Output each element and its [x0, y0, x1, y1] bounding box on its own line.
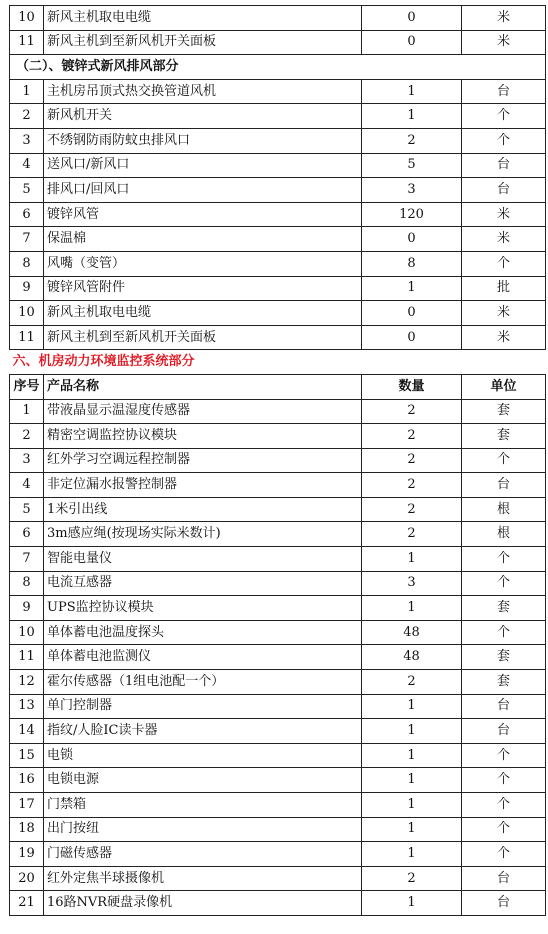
- row-number: 10: [10, 6, 44, 31]
- table-row: [10, 571, 546, 596]
- product-name: 不绣钢防雨防蚊虫排风口: [44, 128, 362, 153]
- row-number: 3: [10, 448, 44, 473]
- table-row: [10, 325, 546, 350]
- quantity: 1: [362, 817, 462, 842]
- table-row: [10, 30, 546, 55]
- table-row: [10, 227, 546, 252]
- quantity: 2: [362, 128, 462, 153]
- quantity: 3: [362, 178, 462, 203]
- quantity: 2: [362, 497, 462, 522]
- table-row: [10, 424, 546, 449]
- row-number: 18: [10, 817, 44, 842]
- row-number: 2: [10, 424, 44, 449]
- product-name: 出门按纽: [44, 817, 362, 842]
- table-row: [10, 497, 546, 522]
- product-name: 智能电量仪: [44, 547, 362, 572]
- equipment-table: [9, 5, 546, 916]
- row-number: 17: [10, 793, 44, 818]
- product-name: 新风主机取电电缆: [44, 6, 362, 31]
- product-name: 3m感应绳(按现场实际米数计): [44, 522, 362, 547]
- unit: 米: [462, 325, 546, 350]
- row-number: 6: [10, 522, 44, 547]
- row-number: 14: [10, 719, 44, 744]
- row-number: 19: [10, 842, 44, 867]
- quantity: 120: [362, 202, 462, 227]
- product-name: UPS监控协议模块: [44, 596, 362, 621]
- quantity: 2: [362, 866, 462, 891]
- quantity: 2: [362, 522, 462, 547]
- unit: 根: [462, 522, 546, 547]
- unit: 台: [462, 891, 546, 916]
- header-product-name: 产品名称: [44, 374, 362, 399]
- row-number: 7: [10, 227, 44, 252]
- subsection-title-row: [10, 55, 546, 80]
- row-number: 5: [10, 497, 44, 522]
- table-row: [10, 6, 546, 31]
- unit: 米: [462, 301, 546, 326]
- quantity: 0: [362, 30, 462, 55]
- unit: 个: [462, 817, 546, 842]
- unit: 米: [462, 30, 546, 55]
- quantity: 1: [362, 547, 462, 572]
- unit: 台: [462, 719, 546, 744]
- table-row: [10, 153, 546, 178]
- unit: 米: [462, 6, 546, 31]
- quantity: 1: [362, 104, 462, 129]
- row-number: 9: [10, 276, 44, 301]
- table-row: [10, 719, 546, 744]
- product-name: 主机房吊顶式热交换管道风机: [44, 79, 362, 104]
- product-name: 红外定焦半球摄像机: [44, 866, 362, 891]
- quantity: 2: [362, 399, 462, 424]
- table-row: [10, 743, 546, 768]
- unit: 个: [462, 768, 546, 793]
- quantity: 1: [362, 276, 462, 301]
- unit: 根: [462, 497, 546, 522]
- row-number: 10: [10, 301, 44, 326]
- table-row: [10, 522, 546, 547]
- unit: 个: [462, 547, 546, 572]
- unit: 套: [462, 399, 546, 424]
- row-number: 8: [10, 571, 44, 596]
- product-name: 排风口/回风口: [44, 178, 362, 203]
- table-row: [10, 301, 546, 326]
- row-number: 11: [10, 30, 44, 55]
- product-name: 送风口/新风口: [44, 153, 362, 178]
- product-name: 镀锌风管附件: [44, 276, 362, 301]
- quantity: 1: [362, 694, 462, 719]
- product-name: 新风机开关: [44, 104, 362, 129]
- table-row: [10, 547, 546, 572]
- product-name: 16路NVR硬盘录像机: [44, 891, 362, 916]
- table-row: [10, 251, 546, 276]
- row-number: 4: [10, 473, 44, 498]
- table-row: [10, 817, 546, 842]
- unit: 个: [462, 842, 546, 867]
- header-no: 序号: [10, 374, 44, 399]
- row-number: 2: [10, 104, 44, 129]
- product-name: 门磁传感器: [44, 842, 362, 867]
- table-header-row: [10, 374, 546, 399]
- row-number: 5: [10, 178, 44, 203]
- row-number: 12: [10, 670, 44, 695]
- quantity: 2: [362, 473, 462, 498]
- row-number: 21: [10, 891, 44, 916]
- table-row: [10, 645, 546, 670]
- product-name: 精密空调监控协议模块: [44, 424, 362, 449]
- quantity: 0: [362, 6, 462, 31]
- product-name: 单体蓄电池温度探头: [44, 620, 362, 645]
- product-name: 1米引出线: [44, 497, 362, 522]
- table-row: [10, 768, 546, 793]
- unit: 套: [462, 645, 546, 670]
- quantity: 8: [362, 251, 462, 276]
- product-name: 非定位漏水报警控制器: [44, 473, 362, 498]
- product-name: 电锁电源: [44, 768, 362, 793]
- quantity: 1: [362, 891, 462, 916]
- quantity: 1: [362, 793, 462, 818]
- table-row: [10, 104, 546, 129]
- table-row: [10, 694, 546, 719]
- table-row: [10, 866, 546, 891]
- quantity: 1: [362, 596, 462, 621]
- unit: 个: [462, 571, 546, 596]
- table-body: [10, 6, 546, 916]
- row-number: 11: [10, 645, 44, 670]
- table-row: [10, 128, 546, 153]
- row-number: 8: [10, 251, 44, 276]
- quantity: 48: [362, 620, 462, 645]
- unit: 套: [462, 424, 546, 449]
- section-title: 六、机房动力环境监控系统部分: [10, 350, 546, 375]
- quantity: 1: [362, 842, 462, 867]
- quantity: 0: [362, 301, 462, 326]
- row-number: 7: [10, 547, 44, 572]
- product-name: 单体蓄电池监测仪: [44, 645, 362, 670]
- row-number: 15: [10, 743, 44, 768]
- table-row: [10, 276, 546, 301]
- product-name: 指纹/人脸IC读卡器: [44, 719, 362, 744]
- unit: 米: [462, 227, 546, 252]
- unit: 个: [462, 128, 546, 153]
- quantity: 2: [362, 448, 462, 473]
- table-row: [10, 399, 546, 424]
- product-name: 风嘴（变管）: [44, 251, 362, 276]
- row-number: 9: [10, 596, 44, 621]
- table-row: [10, 793, 546, 818]
- section-title-row: [10, 350, 546, 375]
- product-name: 新风主机取电电缆: [44, 301, 362, 326]
- table-row: [10, 670, 546, 695]
- row-number: 20: [10, 866, 44, 891]
- row-number: 1: [10, 399, 44, 424]
- row-number: 1: [10, 79, 44, 104]
- quantity: 1: [362, 79, 462, 104]
- product-name: 单门控制器: [44, 694, 362, 719]
- subsection-title: （二）、镀锌式新风排风部分: [10, 55, 546, 80]
- quantity: 3: [362, 571, 462, 596]
- product-name: 门禁箱: [44, 793, 362, 818]
- unit: 个: [462, 620, 546, 645]
- header-unit: 单位: [462, 374, 546, 399]
- quantity: 0: [362, 227, 462, 252]
- table-row: [10, 842, 546, 867]
- unit: 个: [462, 793, 546, 818]
- quantity: 0: [362, 325, 462, 350]
- unit: 台: [462, 473, 546, 498]
- table-row: [10, 79, 546, 104]
- quantity: 2: [362, 670, 462, 695]
- quantity: 48: [362, 645, 462, 670]
- row-number: 4: [10, 153, 44, 178]
- row-number: 3: [10, 128, 44, 153]
- table-row: [10, 891, 546, 916]
- unit: 个: [462, 104, 546, 129]
- product-name: 保温棉: [44, 227, 362, 252]
- unit: 个: [462, 743, 546, 768]
- product-name: 带液晶显示温湿度传感器: [44, 399, 362, 424]
- unit: 台: [462, 866, 546, 891]
- quantity: 1: [362, 743, 462, 768]
- product-name: 红外学习空调远程控制器: [44, 448, 362, 473]
- table-row: [10, 620, 546, 645]
- quantity: 2: [362, 424, 462, 449]
- quantity: 1: [362, 768, 462, 793]
- quantity: 5: [362, 153, 462, 178]
- table-row: [10, 448, 546, 473]
- row-number: 11: [10, 325, 44, 350]
- table-row: [10, 596, 546, 621]
- quantity: 1: [362, 719, 462, 744]
- product-name: 霍尔传感器（1组电池配一个）: [44, 670, 362, 695]
- product-name: 电锁: [44, 743, 362, 768]
- table-row: [10, 202, 546, 227]
- unit: 套: [462, 596, 546, 621]
- unit: 套: [462, 670, 546, 695]
- unit: 台: [462, 79, 546, 104]
- unit: 台: [462, 178, 546, 203]
- row-number: 6: [10, 202, 44, 227]
- product-name: 电流互感器: [44, 571, 362, 596]
- header-quantity: 数量: [362, 374, 462, 399]
- unit: 个: [462, 251, 546, 276]
- unit: 米: [462, 202, 546, 227]
- product-name: 镀锌风管: [44, 202, 362, 227]
- product-name: 新风主机到至新风机开关面板: [44, 325, 362, 350]
- unit: 台: [462, 153, 546, 178]
- table-row: [10, 178, 546, 203]
- unit: 个: [462, 448, 546, 473]
- table-row: [10, 473, 546, 498]
- unit: 台: [462, 694, 546, 719]
- row-number: 13: [10, 694, 44, 719]
- row-number: 10: [10, 620, 44, 645]
- unit: 批: [462, 276, 546, 301]
- product-name: 新风主机到至新风机开关面板: [44, 30, 362, 55]
- row-number: 16: [10, 768, 44, 793]
